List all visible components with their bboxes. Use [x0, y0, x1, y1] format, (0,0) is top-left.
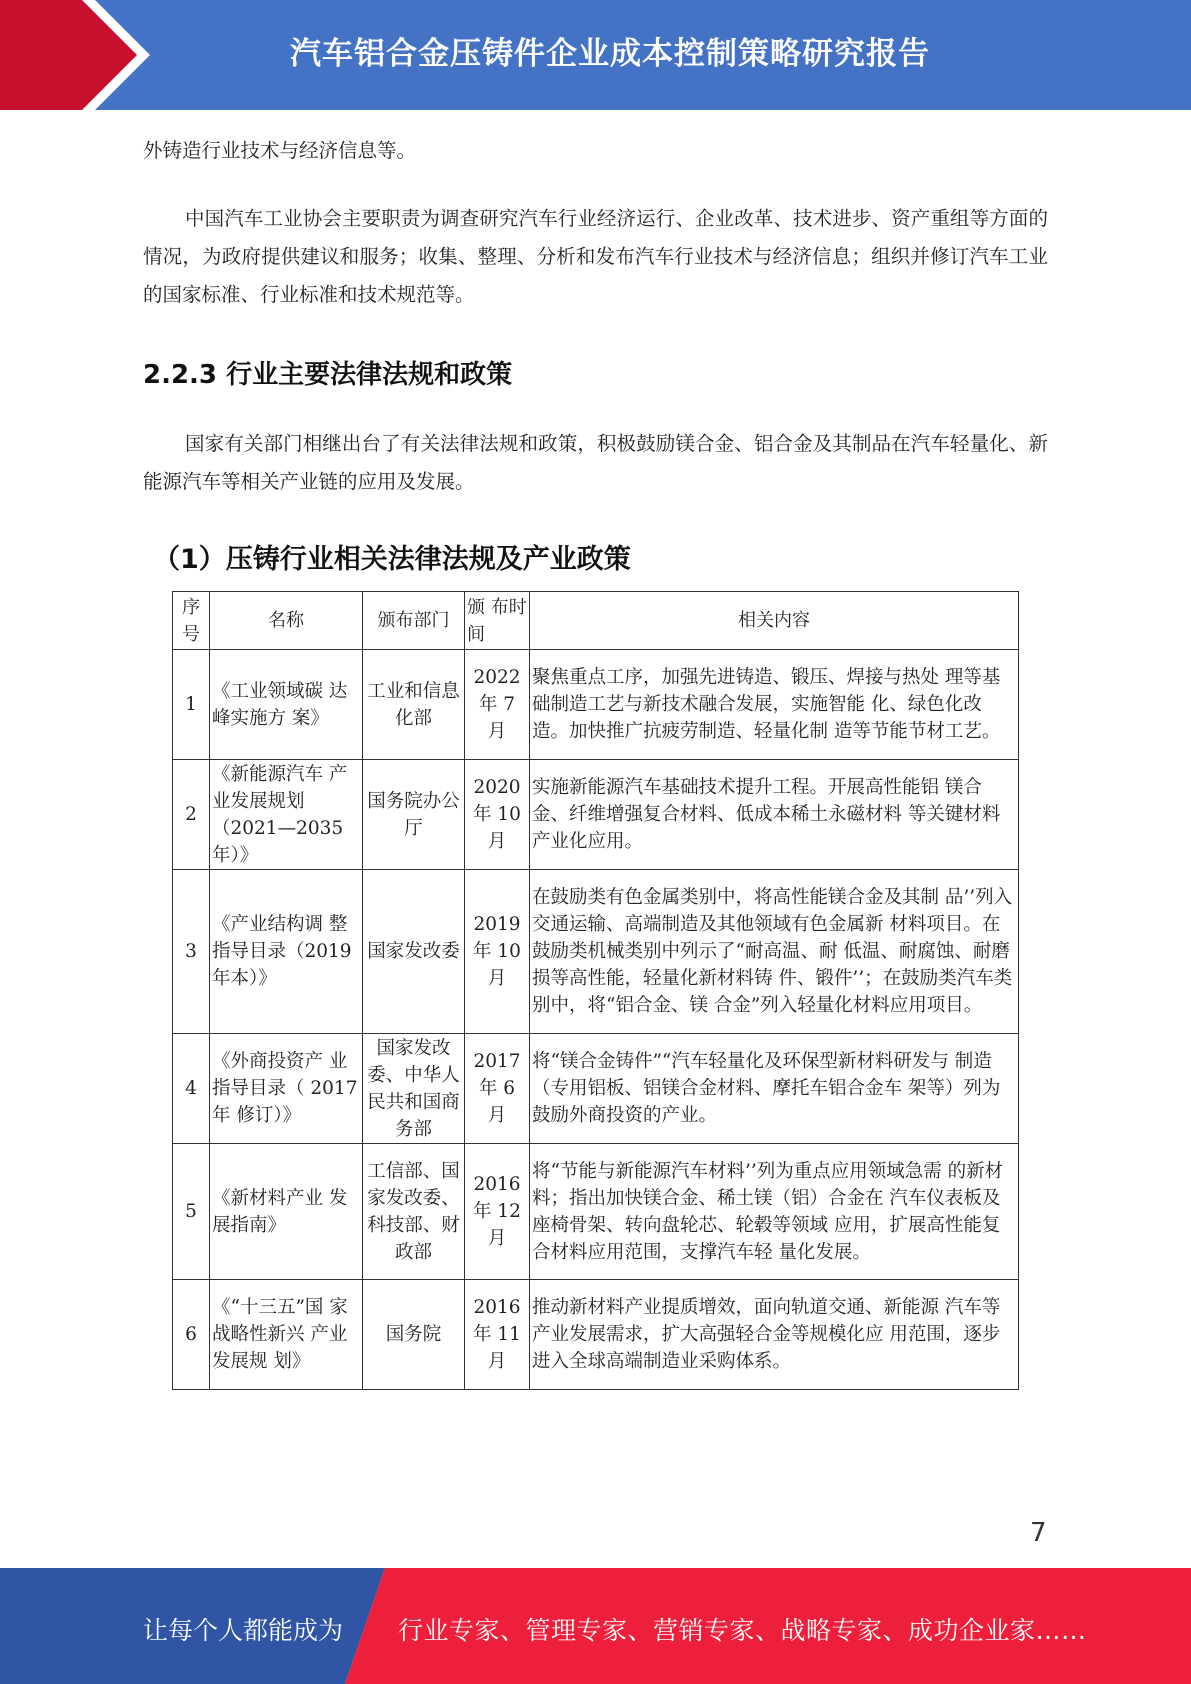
policy-table — [172, 591, 1019, 1390]
header-no: 序号 — [173, 592, 210, 650]
row-no: 1 — [173, 650, 210, 760]
row-name: 《产业结构调 整指导目录（2019 年本）》 — [210, 870, 363, 1034]
row-dept: 工信部、国家发改委、科技部、财政部 — [363, 1144, 465, 1280]
table-row — [173, 650, 1019, 760]
row-dept: 工业和信息化部 — [363, 650, 465, 760]
row-name: 《工业领域碳 达峰实施方 案》 — [210, 650, 363, 760]
header-content: 相关内容 — [530, 592, 1019, 650]
row-dept: 国务院办公厅 — [363, 760, 465, 870]
paragraph-association: 中国汽车工业协会主要职责为调查研究汽车行业经济运行、企业改革、技术进步、资产重组等方面的情况，为政府提供建议和服务；收集、整理、分析和发布汽车行业技术与经济信息；组织并修订汽车工业的国家标准、行业标准和技术规范等。 — [143, 207, 1048, 306]
row-no: 5 — [173, 1144, 210, 1280]
table-header-row — [173, 592, 1019, 650]
page-header — [0, 0, 1191, 110]
section-heading-2-2-3: 2.2.3 行业主要法律法规和政策 — [143, 360, 513, 390]
row-no: 2 — [173, 760, 210, 870]
table-row — [173, 870, 1019, 1034]
row-content: 实施新能源汽车基础技术提升工程。开展高性能铝 镁合金、纤维增强复合材料、低成本稀土永磁材料 等关键材料产业化应用。 — [530, 760, 1019, 870]
row-date: 2019 年 10 月 — [465, 870, 530, 1034]
row-name: 《外商投资产 业指导目录（ 2017 年 修订）》 — [210, 1034, 363, 1144]
table-row — [173, 1144, 1019, 1280]
row-dept: 国务院 — [363, 1280, 465, 1390]
row-date: 2016 年 12 月 — [465, 1144, 530, 1280]
row-no: 3 — [173, 870, 210, 1034]
page-number: 7 — [1030, 1518, 1047, 1548]
header-name: 名称 — [210, 592, 363, 650]
row-content: 将“节能与新能源汽车材料’’列为重点应用领域急需 的新材料；指出加快镁合金、稀土镁（铝）合金在 汽车仪表板及座椅骨架、转向盘轮芯、轮毂等领域 应用，扩展高性能复合材料应用范围，支撑汽车轻 量化发展。 — [530, 1144, 1019, 1280]
report-title: 汽车铝合金压铸件企业成本控制策略研究报告 — [290, 36, 930, 72]
subsection-heading-1: （1）压铸行业相关法律法规及产业政策 — [153, 544, 631, 575]
paragraph-policy-intro: 国家有关部门相继出台了有关法律法规和政策，积极鼓励镁合金、铝合金及其制品在汽车轻量化、新能源汽车等相关产业链的应用及发展。 — [143, 432, 1048, 493]
row-date: 2020 年 10 月 — [465, 760, 530, 870]
page-footer — [0, 1568, 1191, 1684]
table-row — [173, 1280, 1019, 1390]
body-content — [143, 132, 1048, 576]
row-date: 2022 年 7 月 — [465, 650, 530, 760]
row-content: 将“镁合金铸件”“汽车轻量化及环保型新材料研发与 制造（专用铝板、铝镁合金材料、摩托车铝合金车 架等）列为鼓励外商投资的产业。 — [530, 1034, 1019, 1144]
row-name: 《新能源汽车 产业发展规划（2021—2035 年）》 — [210, 760, 363, 870]
footer-slogan-right: 行业专家、管理专家、营销专家、战略专家、成功企业家…… — [398, 1616, 1087, 1645]
row-name: 《新材料产业 发展指南》 — [210, 1144, 363, 1280]
row-content: 在鼓励类有色金属类别中，将高性能镁合金及其制 品’’列入交通运输、高端制造及其他领域有色金属新 材料项目。在鼓励类机械类别中列示了“耐高温、耐 低温、耐腐蚀、耐磨损等高性能，轻量化新材料铸 件、锻件’’；在鼓励类汽车类别中，将“铝合金、镁 合金”列入轻量化材料应用项目。 — [530, 870, 1019, 1034]
row-no: 6 — [173, 1280, 210, 1390]
row-content: 聚焦重点工序，加强先进铸造、锻压、焊接与热处 理等基础制造工艺与新技术融合发展，实施智能 化、绿色化改造。加快推广抗疲劳制造、轻量化制 造等节能节材工艺。 — [530, 650, 1019, 760]
table-row — [173, 760, 1019, 870]
paragraph-continued: 外铸造行业技术与经济信息等。 — [143, 139, 417, 162]
row-dept: 国家发改委 — [363, 870, 465, 1034]
row-content: 推动新材料产业提质增效，面向轨道交通、新能源 汽车等产业发展需求，扩大高强轻合金等规模化应 用范围，逐步进入全球高端制造业采购体系。 — [530, 1280, 1019, 1390]
row-name: 《“十三五”国 家战略性新兴 产业发展规 划》 — [210, 1280, 363, 1390]
header-dept: 颁布部门 — [363, 592, 465, 650]
row-dept: 国家发改委、中华人民共和国商务部 — [363, 1034, 465, 1144]
row-no: 4 — [173, 1034, 210, 1144]
row-date: 2017 年 6 月 — [465, 1034, 530, 1144]
footer-slogan-left: 让每个人都能成为 — [143, 1616, 344, 1645]
row-date: 2016 年 11 月 — [465, 1280, 530, 1390]
table-row — [173, 1034, 1019, 1144]
header-date: 颁 布时间 — [465, 592, 530, 650]
